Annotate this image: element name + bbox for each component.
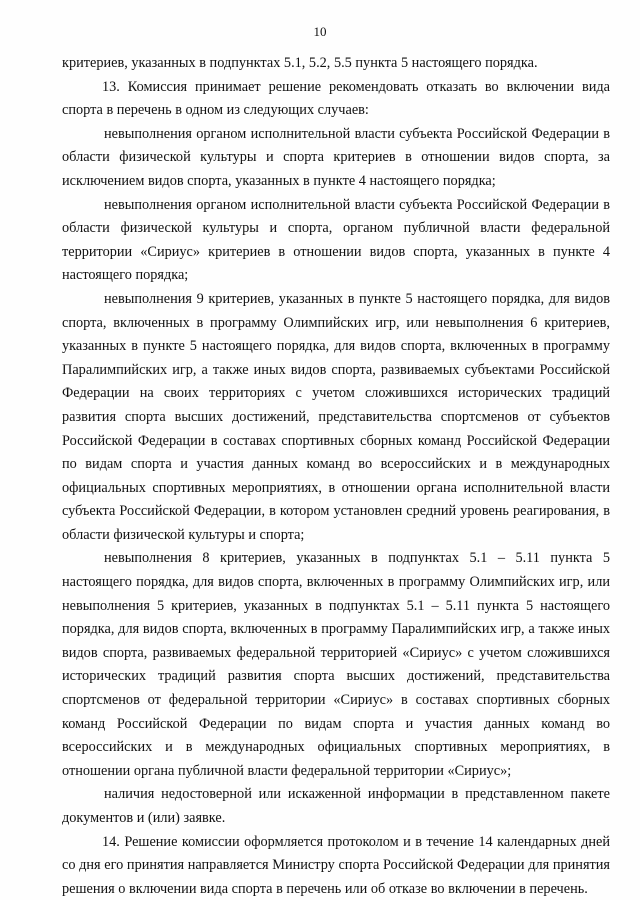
paragraph-case-2: невыполнения органом исполнительной власти субъекта Российской Федерации в области физической культуры и спорта, органом публичной власти федеральной территории «Сириус» критериев в отношении видов спорта, указанных в пункте 4 настоящего порядка;	[62, 196, 610, 284]
paragraph-case-1: невыполнения органом исполнительной власти субъекта Российской Федерации в области физической культуры и спорта критериев в отношении видов спорта, за исключением видов спорта, указанных в пункте 4 настоящего порядка;	[62, 125, 610, 189]
paragraph-case-5: наличия недостоверной или искаженной информации в представленном пакете документов и (или) заявке.	[62, 786, 610, 826]
paragraph-continuation: критериев, указанных в подпунктах 5.1, 5.2, 5.5 пункта 5 настоящего порядка.	[62, 55, 538, 71]
paragraph-case-4: невыполнения 8 критериев, указанных в подпунктах 5.1 – 5.11 пункта 5 настоящего порядка, для видов спорта, включенных в программу Олимпийских игр, или невыполнения 5 критериев, указанных в подпунктах 5.1 – 5.11 пункта 5 настоящего порядка, для видов спорта, включенных в программу Паралимпийских игр, а также иных видов спорта, развиваемых федеральной территорией «Сириус» с учетом сложившихся исторических традиций развития спорта высших достижений, представительства спортсменов от федеральной территории «Сириус» в составах спортивных сборных команд Российской Федерации по видам спорта и участия данных команд во всероссийских и в международных официальных спортивных мероприятиях, в отношении органа публичной власти федеральной территории «Сириус»;	[62, 550, 610, 779]
paragraph-case-3: невыполнения 9 критериев, указанных в пункте 5 настоящего порядка, для видов спорта, включенных в программу Олимпийских игр, или невыполнения 6 критериев, указанных в пункте 5 настоящего порядка, для видов спорта, включенных в программу Паралимпийских игр, а также иных видов спорта, развиваемых субъектами Российской Федерации на своих территориях с учетом сложившихся исторических традиций развития спорта высших достижений, представительства спортсменов от субъектов Российской Федерации в составах спортивных сборных команд Российской Федерации по видам спорта и участия данных команд во всероссийских и в международных официальных спортивных мероприятиях, в отношении органа исполнительной власти субъекта Российской Федерации, в котором установлен средний уровень реагирования, в области физической культуры и спорта;	[62, 290, 610, 543]
document-body	[62, 52, 610, 901]
page-number: 10	[313, 24, 327, 39]
paragraph-item-13: 13. Комиссия принимает решение рекомендовать отказать во включении вида спорта в перечень в одном из следующих случаев:	[62, 78, 610, 119]
paragraph-item-14: 14. Решение комиссии оформляется протоколом и в течение 14 календарных дней со дня его принятия направляется Министру спорта Российской Федерации для принятия решения о включении вида спорта в перечень или об отказе во включении в перечень.	[62, 833, 610, 897]
